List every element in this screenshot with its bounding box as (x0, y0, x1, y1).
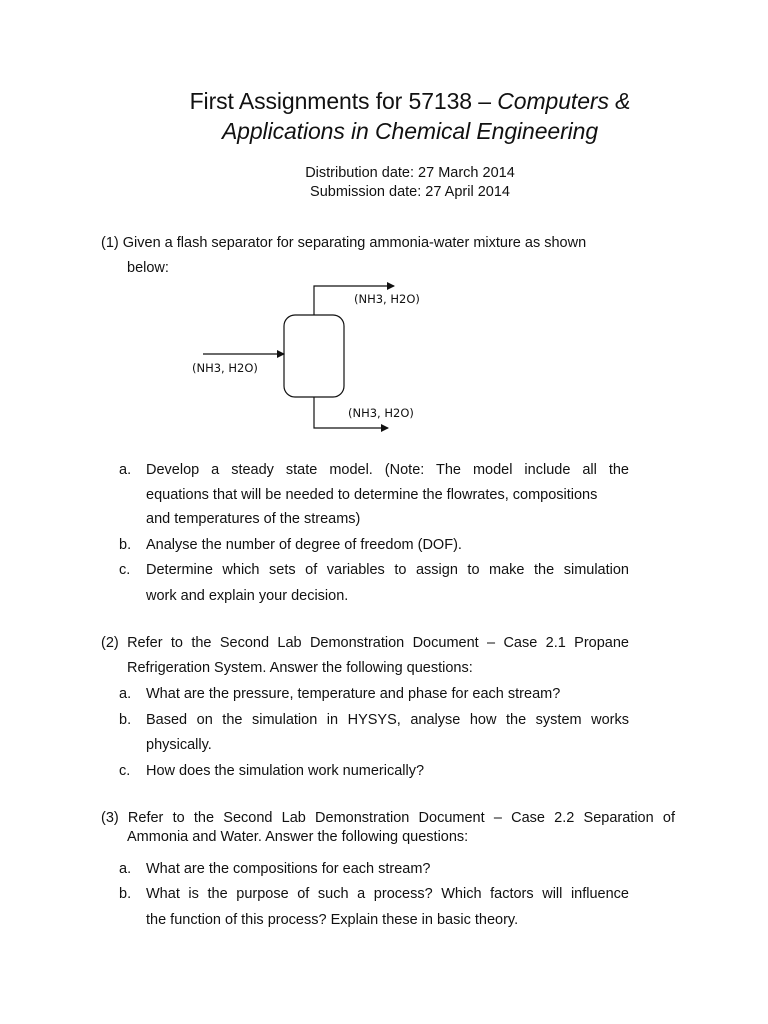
q1-item-a-line-2: equations that will be needed to determine the flowrates, compositions (146, 487, 598, 503)
title-italic-part: Computers & (497, 88, 631, 114)
liquid-stream-label: (NH3, H2O) (348, 406, 414, 420)
q1-line-2: below: (127, 260, 169, 276)
vapor-stream-label: (NH3, H2O) (354, 292, 420, 306)
q1-item-b-line-1: Analyse the number of degree of freedom (DOF). (146, 537, 462, 553)
q1-item-a-line-1: Develop a steady state model. (Note: The model include all the (146, 462, 629, 478)
q3-item-a-marker: a. (119, 861, 132, 877)
q1-line-1: (1) Given a flash separator for separating ammonia-water mixture as shown (101, 235, 587, 251)
q2-item-b-line-1: Based on the simulation in HYSYS, analyse how the system works (146, 712, 629, 728)
q2-item-c-marker: c. (119, 763, 131, 779)
q3-item-b-line-2: the function of this process? Explain these in basic theory. (146, 912, 519, 928)
q1-item-a-marker: a. (119, 462, 132, 478)
submission-date: Submission date: 27 April 2014 (310, 184, 510, 200)
q3-line-1: (3) Refer to the Second Lab Demonstration Document – Case 2.2 Separation of (101, 810, 675, 826)
q2-item-a-line-1: What are the pressure, temperature and phase for each stream? (146, 686, 561, 702)
q3-item-b-marker: b. (119, 886, 132, 902)
q2-line-2: Refrigeration System. Answer the following questions: (127, 660, 473, 676)
q2-line-1: (2) Refer to the Second Lab Demonstration Document – Case 2.1 Propane (101, 635, 629, 651)
q3-item-b-line-1: What is the purpose of such a process? Which factors will influence (146, 886, 629, 902)
q1-item-c-marker: c. (119, 562, 131, 578)
q2-item-b-line-2: physically. (146, 737, 212, 753)
title-italic-line-2: Applications in Chemical Engineering (221, 118, 599, 144)
title-plain-part: First Assignments for 57138 – (189, 88, 498, 114)
q2-item-a-marker: a. (119, 686, 132, 702)
q3-line-2: Ammonia and Water. Answer the following questions: (127, 829, 469, 845)
q1-item-a-line-3: and temperatures of the streams) (146, 511, 361, 527)
feed-stream-label: (NH3, H2O) (192, 361, 258, 375)
q3-item-a-line-1: What are the compositions for each stream? (146, 861, 431, 877)
separator-vessel (284, 315, 344, 397)
distribution-date: Distribution date: 27 March 2014 (305, 165, 515, 181)
q1-item-c-line-1: Determine which sets of variables to assign to make the simulation (146, 562, 629, 578)
q1-item-b-marker: b. (119, 537, 132, 553)
q2-item-b-marker: b. (119, 712, 132, 728)
q1-item-c-line-2: work and explain your decision. (146, 588, 349, 604)
q2-item-c-line-1: How does the simulation work numerically? (146, 763, 425, 779)
